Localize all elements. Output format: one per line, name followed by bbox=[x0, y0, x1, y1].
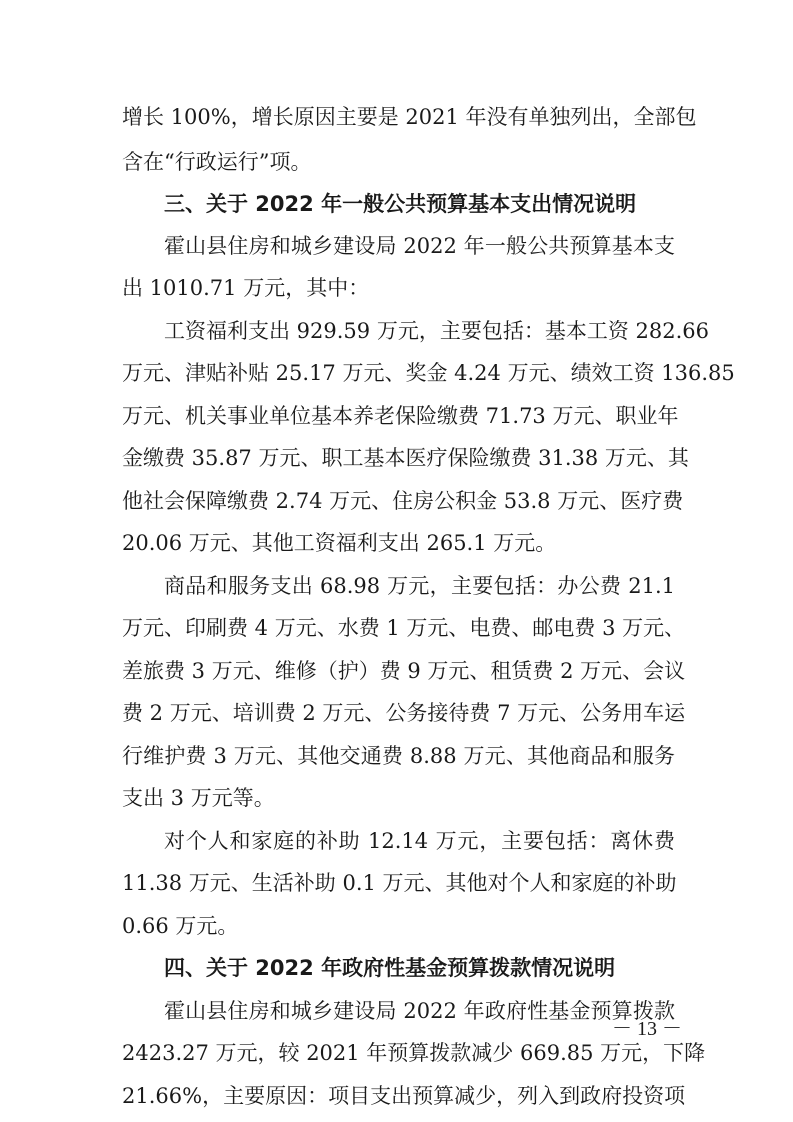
body-text-line: 2423.27 万元，较 2021 年预算拨款减少 669.85 万元，下降 bbox=[122, 1041, 706, 1065]
body-text-line: 霍山县住房和城乡建设局 2022 年政府性基金预算拨款 bbox=[164, 999, 675, 1023]
body-text-line: 万元、机关事业单位基本养老保险缴费 71.73 万元、职业年 bbox=[122, 404, 679, 428]
body-text-line: 0.66 万元。 bbox=[122, 914, 239, 938]
body-text-line: 万元、印刷费 4 万元、水费 1 万元、电费、邮电费 3 万元、 bbox=[122, 616, 686, 640]
body-text-line: 行维护费 3 万元、其他交通费 8.88 万元、其他商品和服务 bbox=[122, 744, 675, 768]
section-heading: 四、关于 2022 年政府性基金预算拨款情况说明 bbox=[164, 956, 616, 980]
body-text-line: 金缴费 35.87 万元、职工基本医疗保险缴费 31.38 万元、其 bbox=[122, 446, 689, 470]
section-heading: 三、关于 2022 年一般公共预算基本支出情况说明 bbox=[164, 192, 637, 216]
body-text-line: 出 1010.71 万元，其中： bbox=[122, 276, 370, 300]
body-text-line: 支出 3 万元等。 bbox=[122, 786, 275, 810]
body-text-line: 他社会保障缴费 2.74 万元、住房公积金 53.8 万元、医疗费 bbox=[122, 489, 684, 513]
body-text-line: 11.38 万元、生活补助 0.1 万元、其他对个人和家庭的补助 bbox=[122, 871, 677, 895]
body-text-line: 商品和服务支出 68.98 万元，主要包括：办公费 21.1 bbox=[164, 574, 675, 598]
body-text-line: 含在“行政运行”项。 bbox=[122, 150, 312, 174]
body-text-line: 霍山县住房和城乡建设局 2022 年一般公共预算基本支 bbox=[164, 234, 675, 258]
body-text-line: 差旅费 3 万元、维修（护）费 9 万元、租赁费 2 万元、会议 bbox=[122, 659, 686, 683]
body-text-line: 21.66%，主要原因：项目支出预算减少，列入到政府投资项 bbox=[122, 1084, 686, 1108]
body-text-line: 增长 100%，增长原因主要是 2021 年没有单独列出，全部包 bbox=[122, 105, 697, 129]
body-text-line: 对个人和家庭的补助 12.14 万元，主要包括：离休费 bbox=[164, 829, 675, 853]
body-text-line: 费 2 万元、培训费 2 万元、公务接待费 7 万元、公务用车运 bbox=[122, 701, 686, 725]
body-text-line: 20.06 万元、其他工资福利支出 265.1 万元。 bbox=[122, 531, 557, 555]
page-number: － 13 － bbox=[612, 1018, 682, 1040]
body-text-line: 工资福利支出 929.59 万元，主要包括：基本工资 282.66 bbox=[164, 319, 709, 343]
body-text-line: 万元、津贴补贴 25.17 万元、奖金 4.24 万元、绩效工资 136.85 bbox=[122, 361, 735, 385]
